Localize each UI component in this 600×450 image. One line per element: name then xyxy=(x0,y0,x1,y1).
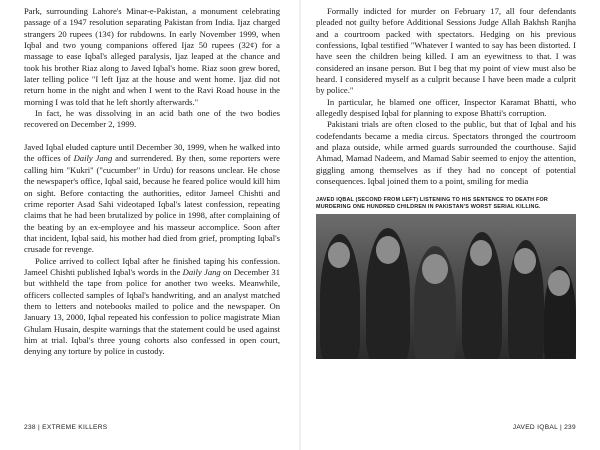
paragraph: In particular, he blamed one officer, Inspector Karamat Bhatti, who allegedly despised Iqbal for planning to expose Bhatti's corruption. xyxy=(316,96,576,119)
paragraph: Police arrived to collect Iqbal after he finished taping his confession. Jameel Chishti published Iqbal's words in the Daily Jang on December 31 but withheld the tape from police for another two weeks. Meanwhile, officers collected samples of Iqbal's handwriting, and an analyst matched them to letters and notebooks mailed to police and the newspaper. On January 13, 2000, Iqbal repeated his confession to police magistrate Mian Ghulam Husain, despite warnings that the statement could be used against him at trial. Iqbal's three young cohorts also confessed in open court, denying any torture by police in custody. xyxy=(24,255,280,357)
page-folio-right: JAVED IQBAL | 239 xyxy=(512,424,576,431)
paragraph: In fact, he was dissolving in an acid bath one of the two bodies recovered on December 2, 1999. xyxy=(24,108,280,130)
right-text-column xyxy=(316,6,576,359)
paragraph: Park, surrounding Lahore's Minar-e-Pakistan, a monument celebrating passage of a 1947 resolution separating Pakistan from India. Ijaz charged strangers 20 rupees (13¢) for rubdowns. In early November 1999, when Iqbal and two young companions offered Ijaz 50 rupees (32¢) for a massage to ease Iqbal's alleged paralysis, Ijaz leaped at the chance and took his brother Riaz along to Javed Iqbal's home. Riaz soon grew bored, later telling police "I left Ijaz at the house and went home. Ijaz did not return home in the night and when I went to the Ravi Road house in the morning I was told that he left shortly afterwards." xyxy=(24,6,280,107)
courtroom-photo xyxy=(316,214,576,359)
right-page xyxy=(300,0,600,450)
photo-caption: JAVED IQBAL (SECOND FROM LEFT) LISTENING TO HIS SENTENCE TO DEATH FOR MURDERING ONE HUNDRED CHILDREN IN PAKISTAN'S WORST SERIAL KILLING. xyxy=(316,196,548,210)
paragraph: Javed Iqbal eluded capture until December 30, 1999, when he walked into the offices of Daily Jang and surrendered. By then, some reporters were calling him "Kukri" ("cucumber" in Urdu) for reasons unclear. He chose the newspaper's office, Iqbal said, because he feared police would kill him on sight. Before contacting the authorities, editor Jameel Chishti and crime reporter Asad Sahi videotaped Iqbal's latest confession, repeating claims that he had been brutalized by police in 1998, after complaining of the beating by an ex-employee and his masseur accomplice. Soon after that incident, Iqbal said, his mother had died from grief, prompting Iqbal's crusade for revenge. xyxy=(24,142,280,255)
paragraph: Formally indicted for murder on February 17, all four defendants pleaded not guilty before Additional Sessions Judge Allah Bakhsh Ranjha and a courtroom packed with spectators. Hedging on his previous confessions, Iqbal testified "Whatever I wanted to say has been distorted. I have seen the children being killed. I am an eyewitness to that. I was considered an insane person. But I beg that my point of view must also be heard. I considered myself as a culprit because I have been made a culprit by police." xyxy=(316,6,576,96)
paragraph: Pakistani trials are often closed to the public, but that of Iqbal and his codefendants became a media circus. Spectators thronged the courtroom and plaza outside, while armed guards surrounded the courthouse. Sajid Ahmad, Mamad Nadeem, and Mamad Sabir seemed to enjoy the attention, giggling among themselves as if they had no concept of potential consequences. Iqbal joined them to a point, smiling for media xyxy=(316,119,576,187)
page-folio-left: 238 | EXTREME KILLERS xyxy=(24,424,108,431)
left-text-column xyxy=(24,6,280,358)
